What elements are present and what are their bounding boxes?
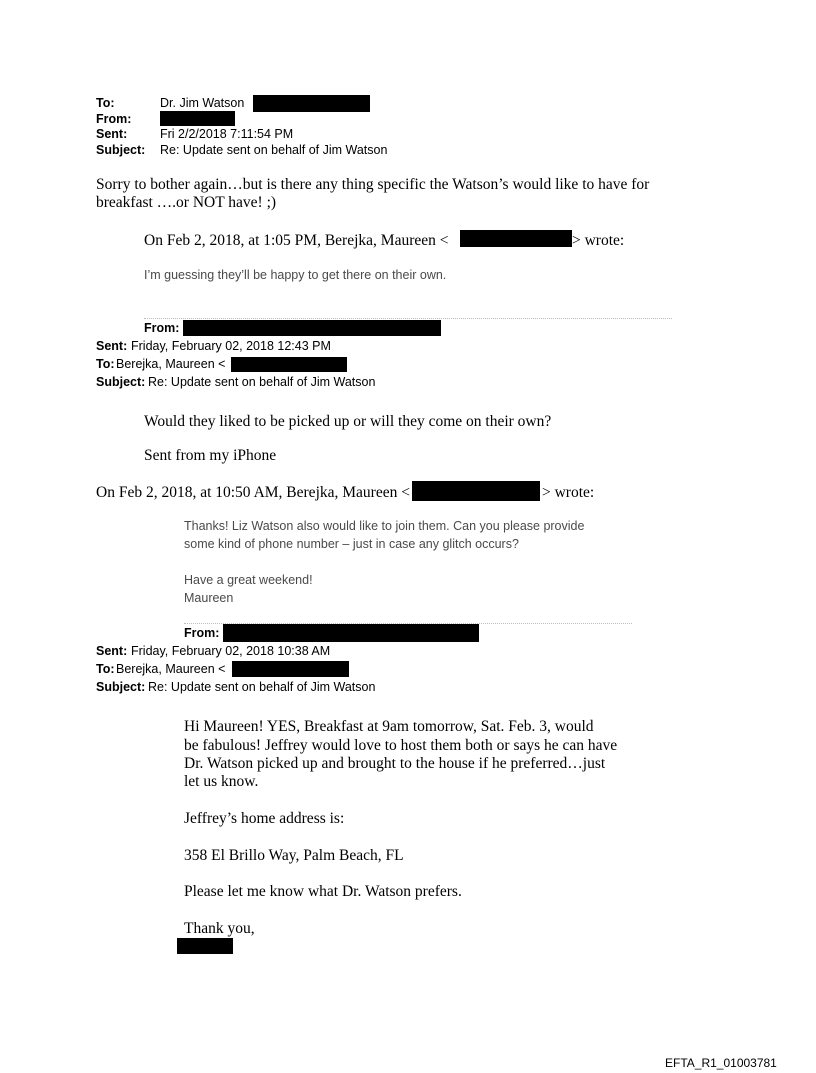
address-line: 358 El Brillo Way, Palm Beach, FL (184, 847, 404, 864)
quote-intro: On Feb 2, 2018, at 1:05 PM, Berejka, Maureen < (144, 232, 449, 249)
sent-label: Sent: (96, 644, 128, 658)
body-line: be fabulous! Jeffrey would love to host them both or says he can have (184, 737, 618, 754)
to-value: Berejka, Maureen < (116, 662, 226, 676)
subject-value: Re: Update sent on behalf of Jim Watson (160, 143, 388, 157)
redaction-bar (253, 95, 370, 112)
body-line: Sorry to bother again…but is there any thing specific the Watson’s would like to have for (96, 176, 650, 193)
body-line: Dr. Watson picked up and brought to the house if he preferred…just (184, 755, 606, 772)
subject-label: Subject: (96, 680, 146, 694)
quote-intro-end: > wrote: (542, 484, 595, 501)
to-label: To: (96, 662, 115, 676)
quote-text: I’m guessing they’ll be happy to get there on their own. (144, 268, 447, 282)
sent-label: Sent: (96, 339, 128, 353)
body-line: Jeffrey’s home address is: (184, 810, 345, 827)
separator-line (144, 318, 672, 319)
body-line: Hi Maureen! YES, Breakfast at 9am tomorrow, Sat. Feb. 3, would (184, 718, 594, 735)
body-line: Please let me know what Dr. Watson prefers. (184, 883, 462, 900)
subject-value: Re: Update sent on behalf of Jim Watson (148, 680, 376, 694)
quote-line: Thanks! Liz Watson also would like to join them. Can you please provide (184, 519, 585, 533)
redaction-bar (160, 111, 235, 126)
to-label: To: (96, 96, 115, 110)
quote-line: some kind of phone number – just in case any glitch occurs? (184, 537, 519, 551)
quote-line: Maureen (184, 591, 234, 605)
from-label: From: (184, 626, 220, 640)
redaction-bar (183, 320, 441, 336)
sent-label: Sent: (96, 127, 128, 141)
subject-label: Subject: (96, 143, 146, 157)
to-value: Dr. Jim Watson (160, 96, 245, 110)
document-id: EFTA_R1_01003781 (665, 1056, 777, 1070)
to-label: To: (96, 357, 115, 371)
from-label: From: (96, 112, 132, 126)
redaction-bar (177, 938, 233, 954)
redaction-bar (412, 481, 540, 501)
body-line: let us know. (184, 773, 259, 790)
closing-line: Thank you, (184, 920, 255, 937)
redaction-bar (232, 661, 349, 677)
quote-intro-end: > wrote: (572, 232, 625, 249)
from-label: From: (144, 321, 180, 335)
quote-intro: On Feb 2, 2018, at 10:50 AM, Berejka, Maureen < (96, 484, 410, 501)
body-line: Sent from my iPhone (144, 447, 277, 464)
sent-value: Fri 2/2/2018 7:11:54 PM (160, 127, 294, 141)
subject-label: Subject: (96, 375, 146, 389)
subject-value: Re: Update sent on behalf of Jim Watson (148, 375, 376, 389)
sent-value: Friday, February 02, 2018 10:38 AM (131, 644, 331, 658)
body-line: Would they liked to be picked up or will they come on their own? (144, 413, 552, 430)
sent-value: Friday, February 02, 2018 12:43 PM (131, 339, 331, 353)
to-value: Berejka, Maureen < (116, 357, 226, 371)
redaction-bar (223, 624, 479, 642)
body-line: breakfast ….or NOT have! ;) (96, 194, 277, 211)
redaction-bar (460, 230, 572, 247)
redaction-bar (231, 357, 347, 372)
quote-line: Have a great weekend! (184, 573, 313, 587)
